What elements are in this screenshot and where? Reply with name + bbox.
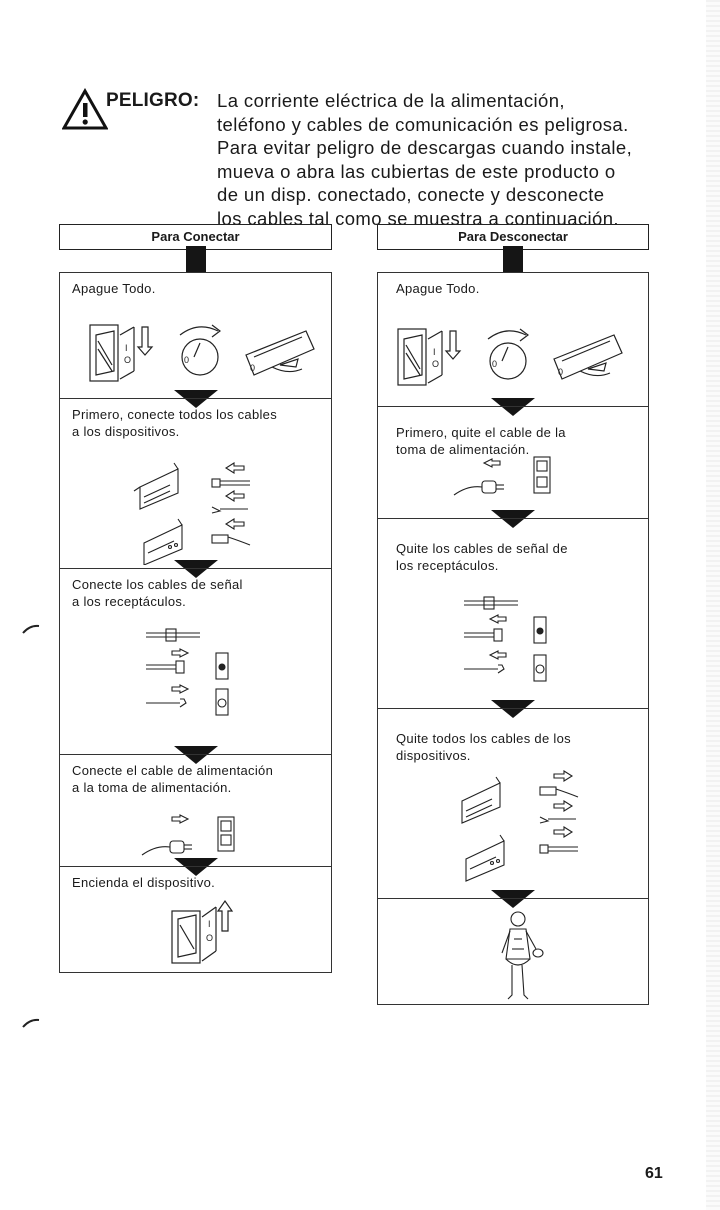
svg-text:0: 0 <box>250 363 256 373</box>
devices-cables-illustration <box>130 457 270 565</box>
warning-label: PELIGRO: <box>106 90 200 111</box>
step-line: a la toma de alimentación. <box>72 779 232 795</box>
power-on-illustration <box>170 897 250 967</box>
svg-text:O: O <box>432 359 440 369</box>
svg-text:O: O <box>206 933 214 943</box>
step-line: Primero, conecte todos los cables <box>72 407 277 422</box>
unplug-power-illustration <box>452 451 562 505</box>
step-line: toma de alimentación. <box>396 441 530 457</box>
svg-text:0: 0 <box>184 355 190 365</box>
disconnect-step-4 <box>378 708 648 898</box>
power-off-illustration <box>88 313 318 391</box>
remove-signal-cables-illustration <box>458 595 578 695</box>
connect-step-1 <box>60 272 331 398</box>
step-text <box>72 281 323 298</box>
disconnect-step-1 <box>378 272 648 406</box>
svg-text:I: I <box>433 347 436 357</box>
disconnect-step-2 <box>378 406 648 518</box>
step-line: Encienda el dispositivo. <box>72 875 216 890</box>
step-text <box>396 731 640 764</box>
step-text <box>396 541 640 574</box>
step-line: Apague Todo. <box>72 281 156 296</box>
step-line: Quite los cables de señal de <box>396 541 568 556</box>
svg-text:O: O <box>124 355 132 365</box>
power-off-illustration <box>396 317 626 395</box>
remove-device-cables-illustration <box>452 765 602 883</box>
connector-bar <box>186 246 206 272</box>
svg-text:0: 0 <box>558 367 564 377</box>
connect-steps <box>59 272 332 973</box>
warning-line: Para evitar peligro de descargas cuando instale, <box>217 137 633 159</box>
step-text <box>72 763 323 796</box>
warning-line: de un disp. conectado, conecte y desconecte <box>217 184 605 206</box>
warning-triangle-icon <box>62 88 108 130</box>
warning-line: La corriente eléctrica de la alimentación, <box>217 90 565 111</box>
step-line: a los dispositivos. <box>72 423 180 439</box>
connect-step-2 <box>60 398 331 568</box>
step-text <box>396 281 640 298</box>
warning-line: teléfono y cables de comunicación es peligrosa. <box>217 113 629 135</box>
disconnect-step-3 <box>378 518 648 708</box>
warning-text <box>217 89 662 231</box>
warning-line: los cables tal como se muestra a continuación. <box>217 207 619 229</box>
step-line: Apague Todo. <box>396 281 480 296</box>
step-text <box>72 407 323 440</box>
step-line: Conecte el cable de alimentación <box>72 763 274 778</box>
svg-text:I: I <box>125 343 128 353</box>
connector-bar <box>503 246 523 272</box>
warning-line: mueva o abra las cubiertas de este producto o <box>217 160 616 182</box>
signal-cables-illustration <box>140 627 260 727</box>
disconnect-column <box>377 224 649 763</box>
step-text <box>72 875 323 892</box>
step-line: los receptáculos. <box>396 557 499 573</box>
step-line: dispositivos. <box>396 747 471 763</box>
step-line: Quite todos los cables de los <box>396 731 571 746</box>
connect-header: Para Conectar <box>59 224 332 250</box>
disconnect-header: Para Desconectar <box>377 224 649 250</box>
step-text <box>72 577 323 610</box>
step-line: a los receptáculos. <box>72 593 187 609</box>
connect-step-5 <box>60 866 331 972</box>
scan-edge <box>706 0 720 1210</box>
disconnect-steps <box>377 272 649 1005</box>
walking-person-illustration <box>496 909 546 1003</box>
svg-text:I: I <box>208 919 211 929</box>
disconnect-step-5 <box>378 898 648 1004</box>
page-number: 61 <box>645 1165 663 1182</box>
step-line: Primero, quite el cable de la <box>396 425 566 440</box>
connect-step-4 <box>60 754 331 866</box>
connect-column <box>59 224 332 943</box>
svg-text:0: 0 <box>492 359 498 369</box>
connect-step-3 <box>60 568 331 754</box>
scan-mark <box>22 624 40 634</box>
scan-mark <box>22 1018 40 1028</box>
step-line: Conecte los cables de señal <box>72 577 243 592</box>
